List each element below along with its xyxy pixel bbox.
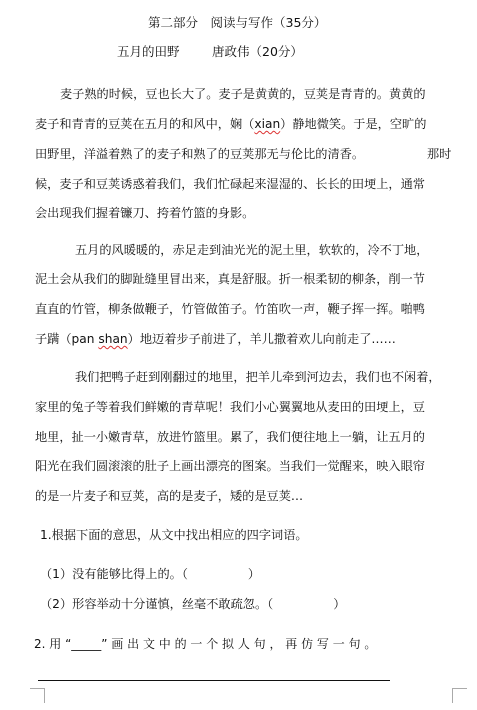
question-text: ） <box>333 597 346 611</box>
passage-line: 我们把鸭子赶到刚翻过的地里，把羊儿牵到河边去，我们也不闲着， <box>75 370 441 384</box>
passage-line: 五月的风暖暖的，赤足走到油光光的泥土里，软软的，冷不丁地， <box>75 243 429 257</box>
passage-line <box>35 116 426 132</box>
article-title: 五月的田野 <box>117 44 180 59</box>
question-text: （2）形容举动十分谨慎，丝毫不敢疏忽。（ <box>40 597 274 611</box>
question-1: 1.根据下面的意思，从文中找出相应的四字词语。 <box>40 528 308 542</box>
passage-line <box>35 331 396 347</box>
passage-text: ）静地微笑。于是，空旷的 <box>280 117 427 131</box>
question-1-2 <box>40 596 345 612</box>
passage-line: 地里，扯一小嫩青草，放进竹篮里。累了，我们便往地上一躺，让五月的 <box>35 430 425 444</box>
section-title: 第二部分 阅读与写作（35分） <box>148 15 327 30</box>
question-2: 2. 用 “_____” 画 出 文 中 的 一 个 拟 人 句 ， 再 仿 写 一 句 。 <box>34 637 377 651</box>
passage-line: 的是一片麦子和豆荚，高的是麦子，矮的是豆荚… <box>35 489 304 503</box>
passage-text: 子蹒（pan <box>35 332 99 346</box>
pinyin-text: xian <box>254 117 281 131</box>
passage-line: 田野里，洋溢着熟了的麦子和熟了的豆荚那无与伦比的清香。 <box>35 147 365 161</box>
passage-line: 那时 <box>427 147 452 161</box>
author-score: 唐政伟（20分） <box>212 44 303 59</box>
question-text: （1）没有能够比得上的。（ <box>40 567 188 581</box>
pinyin-text: shan <box>98 332 128 346</box>
passage-line: 会出现我们握着镰刀、挎着竹篮的身影。 <box>35 206 255 220</box>
passage-text: 麦子和青青的豆荚在五月的和风中，娴（ <box>35 117 255 131</box>
page-corner-mark <box>30 688 45 703</box>
passage-line: 候，麦子和豆荚诱惑着我们，我们忙碌起来湿湿的、长长的田埂上，通常 <box>35 177 425 191</box>
passage-line: 麦子熟的时候，豆也长大了。麦子是黄黄的，豆荚是青青的。黄黄的 <box>60 87 426 101</box>
page-corner-mark <box>452 688 467 703</box>
passage-line: 家里的兔子等着我们鲜嫩的青草呢！我们小心翼翼地从麦田的田埂上，豆 <box>35 400 425 414</box>
question-1-1 <box>40 566 260 582</box>
passage-line: 阳光在我们圆滚滚的肚子上画出漂亮的图案。当我们一觉醒来，映入眼帘 <box>35 459 425 473</box>
passage-text: ）地迈着步子前进了，羊儿撒着欢儿向前走了…… <box>127 332 396 346</box>
answer-line[interactable] <box>38 680 390 681</box>
passage-line: 泥土会从我们的脚趾缝里冒出来，真是舒服。折一根柔韧的柳条，削一节 <box>35 272 425 286</box>
passage-line: 直直的竹管，柳条做鞭子，竹管做笛子。竹笛吹一声，鞭子挥一挥。啪鸭 <box>35 302 425 316</box>
question-text: ） <box>247 567 261 581</box>
